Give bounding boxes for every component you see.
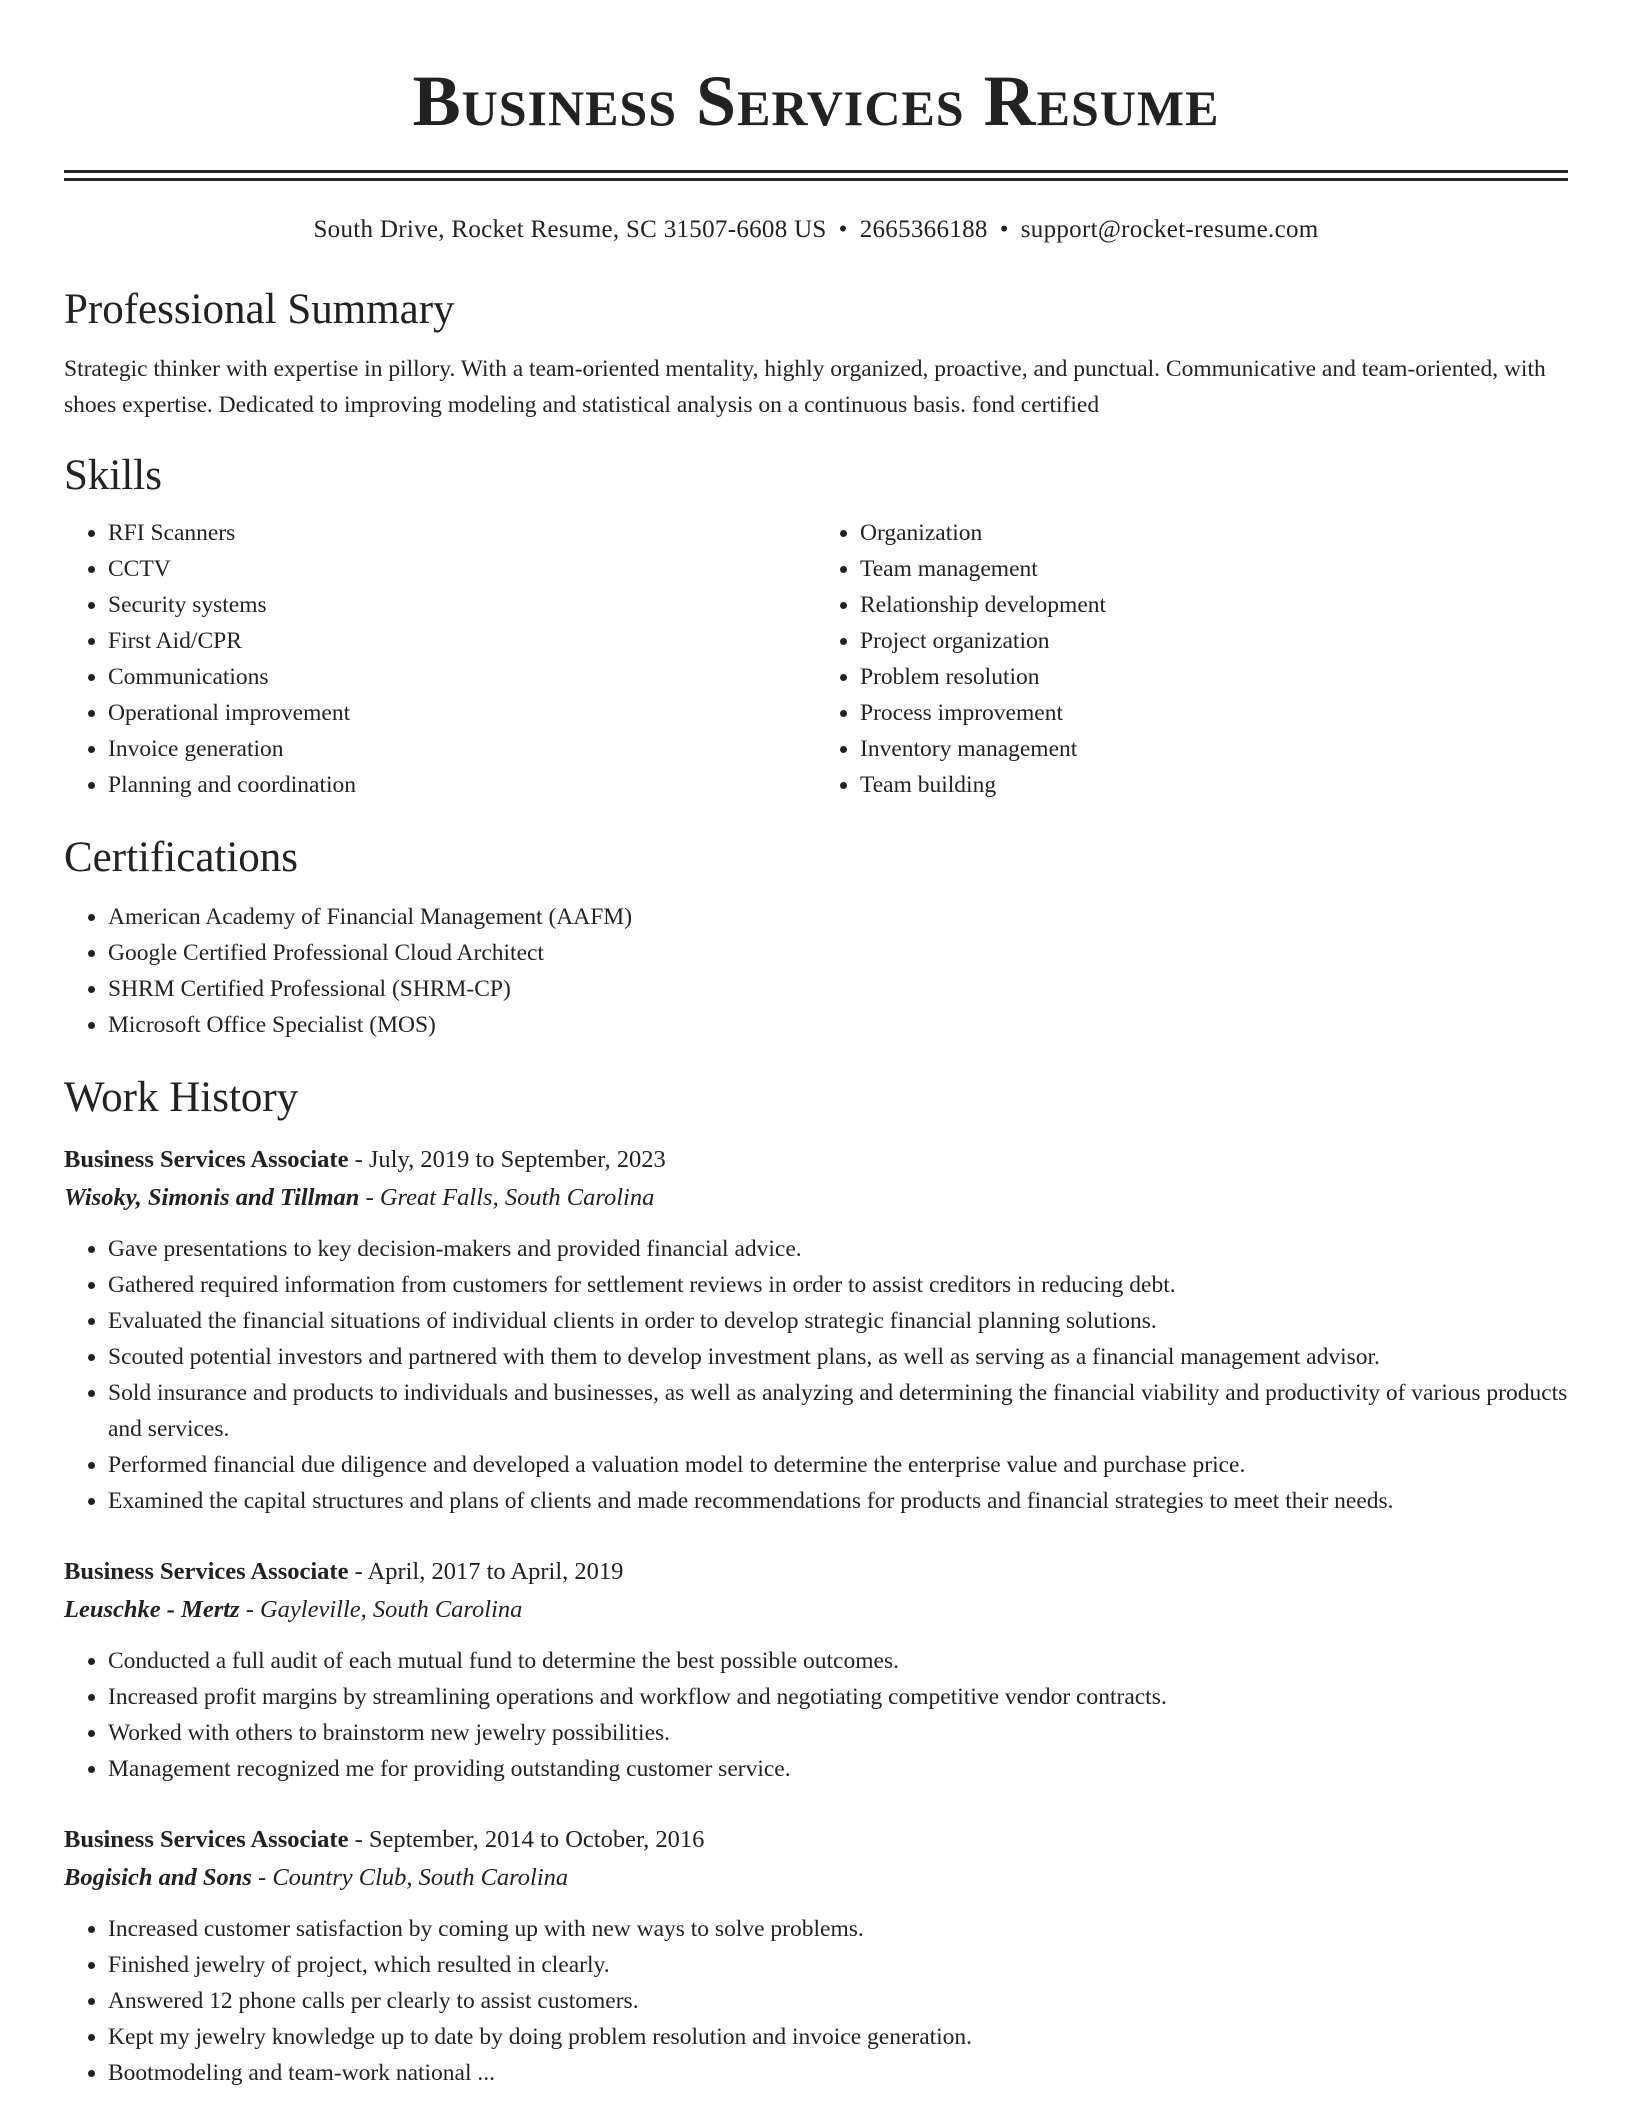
skill-item: • Planning and coordination (108, 767, 816, 803)
job-title-line (64, 1141, 1568, 1179)
skills-list-left (64, 515, 816, 803)
job-company: Wisoky, Simonis and Tillman (64, 1184, 360, 1211)
skills-heading: Skills (64, 452, 162, 499)
skill-item: • Organization (860, 515, 1568, 551)
job-bullet: • Sold insurance and products to individuals and businesses, as well as analyzing and determining the financial viability and productivity of various products and services. (108, 1375, 1568, 1447)
job-title-line (64, 1821, 1568, 1859)
job-bullet: • Gave presentations to key decision-makers and provided financial advice. (108, 1231, 1568, 1267)
skills-columns (64, 515, 1568, 803)
skill-item: • Team management (860, 551, 1568, 587)
certification-item: • Google Certified Professional Cloud Architect (108, 935, 1568, 971)
skill-item: • Team building (860, 767, 1568, 803)
skill-item: • RFI Scanners (108, 515, 816, 551)
job-title: Business Services Associate (64, 1558, 349, 1585)
skill-item: • Process improvement (860, 695, 1568, 731)
job-title-line (64, 1553, 1568, 1591)
contact-separator: • (838, 216, 848, 243)
job-company: Bogisich and Sons (64, 1864, 252, 1891)
job-bullet: • Kept my jewelry knowledge up to date by doing problem resolution and invoice generation. (108, 2019, 1568, 2055)
skill-item: • Invoice generation (108, 731, 816, 767)
job-bullet: • Conducted a full audit of each mutual fund to determine the best possible outcomes. (108, 1643, 1568, 1679)
skill-item: • Inventory management (860, 731, 1568, 767)
contact-phone: 2665366188 (859, 216, 988, 243)
certifications-heading: Certifications (64, 834, 299, 881)
certification-item: • Microsoft Office Specialist (MOS) (108, 1007, 1568, 1043)
job-location: - Gayleville, South Carolina (239, 1596, 523, 1623)
work-history-heading: Work History (64, 1074, 299, 1121)
job-dates: - July, 2019 to September, 2023 (348, 1146, 666, 1173)
skill-item: • Problem resolution (860, 659, 1568, 695)
job-company-line (64, 1859, 1568, 1897)
contact-address: South Drive, Rocket Resume, SC 31507-6608 US (313, 216, 827, 243)
job-bullet: • Increased profit margins by streamlining operations and workflow and negotiating competitive vendor contracts. (108, 1679, 1568, 1715)
job-bullet: • Gathered required information from customers for settlement reviews in order to assist creditors in reducing debt. (108, 1267, 1568, 1303)
job-bullet: • Increased customer satisfaction by coming up with new ways to solve problems. (108, 1911, 1568, 1947)
job-bullet: • Answered 12 phone calls per clearly to assist customers. (108, 1983, 1568, 2019)
job-bullet: • Evaluated the financial situations of individual clients in order to develop strategic financial planning solutions. (108, 1303, 1568, 1339)
job-bullet: • Scouted potential investors and partnered with them to develop investment plans, as well as serving as a financial management advisor. (108, 1339, 1568, 1375)
job-company-line (64, 1179, 1568, 1217)
job-dates: - September, 2014 to October, 2016 (348, 1826, 705, 1853)
job-entry (64, 1553, 1568, 1787)
job-bullet: • Management recognized me for providing outstanding customer service. (108, 1751, 1568, 1787)
skill-item: • CCTV (108, 551, 816, 587)
skill-item: • Operational improvement (108, 695, 816, 731)
job-bullets (64, 1643, 1568, 1787)
certification-item: • American Academy of Financial Management (AAFM) (108, 899, 1568, 935)
job-location: - Great Falls, South Carolina (359, 1184, 655, 1211)
certifications-list (64, 899, 1568, 1043)
summary-text: Strategic thinker with expertise in pillory. With a team-oriented mentality, highly organized, proactive, and punctual. Communicative and team-oriented, with shoes expertise. Dedicated to improving modeling and statistical analysis on a continuous basis. fond certified (64, 356, 1546, 418)
skill-item: • Communications (108, 659, 816, 695)
job-company: Leuschke - Mertz (64, 1596, 240, 1623)
job-bullets (64, 1911, 1568, 2091)
skill-item: • Relationship development (860, 587, 1568, 623)
job-entry (64, 1141, 1568, 1519)
certification-item: • SHRM Certified Professional (SHRM-CP) (108, 971, 1568, 1007)
job-bullet: • Examined the capital structures and plans of clients and made recommendations for products and financial strategies to meet their needs. (108, 1483, 1568, 1519)
skill-item: • Project organization (860, 623, 1568, 659)
job-title: Business Services Associate (64, 1146, 349, 1173)
skill-item: • Security systems (108, 587, 816, 623)
summary-heading: Professional Summary (64, 286, 455, 333)
job-bullet: • Worked with others to brainstorm new jewelry possibilities. (108, 1715, 1568, 1751)
title-double-rule (64, 170, 1568, 181)
skills-list-right (816, 515, 1568, 803)
job-bullet: • Finished jewelry of project, which resulted in clearly. (108, 1947, 1568, 1983)
job-entry (64, 1821, 1568, 2091)
resume-title: Business Services Resume (412, 61, 1220, 141)
job-title: Business Services Associate (64, 1826, 349, 1853)
contact-line (64, 215, 1568, 245)
contact-email[interactable]: support@rocket-resume.com (1020, 216, 1319, 243)
job-bullets (64, 1231, 1568, 1519)
job-company-line (64, 1591, 1568, 1629)
job-bullet: • Performed financial due diligence and developed a valuation model to determine the enterprise value and purchase price. (108, 1447, 1568, 1483)
job-dates: - April, 2017 to April, 2019 (348, 1558, 624, 1585)
job-location: - Country Club, South Carolina (251, 1864, 569, 1891)
contact-separator: • (999, 216, 1009, 243)
job-bullet: • Bootmodeling and team-work national ... (108, 2055, 1568, 2091)
skill-item: • First Aid/CPR (108, 623, 816, 659)
